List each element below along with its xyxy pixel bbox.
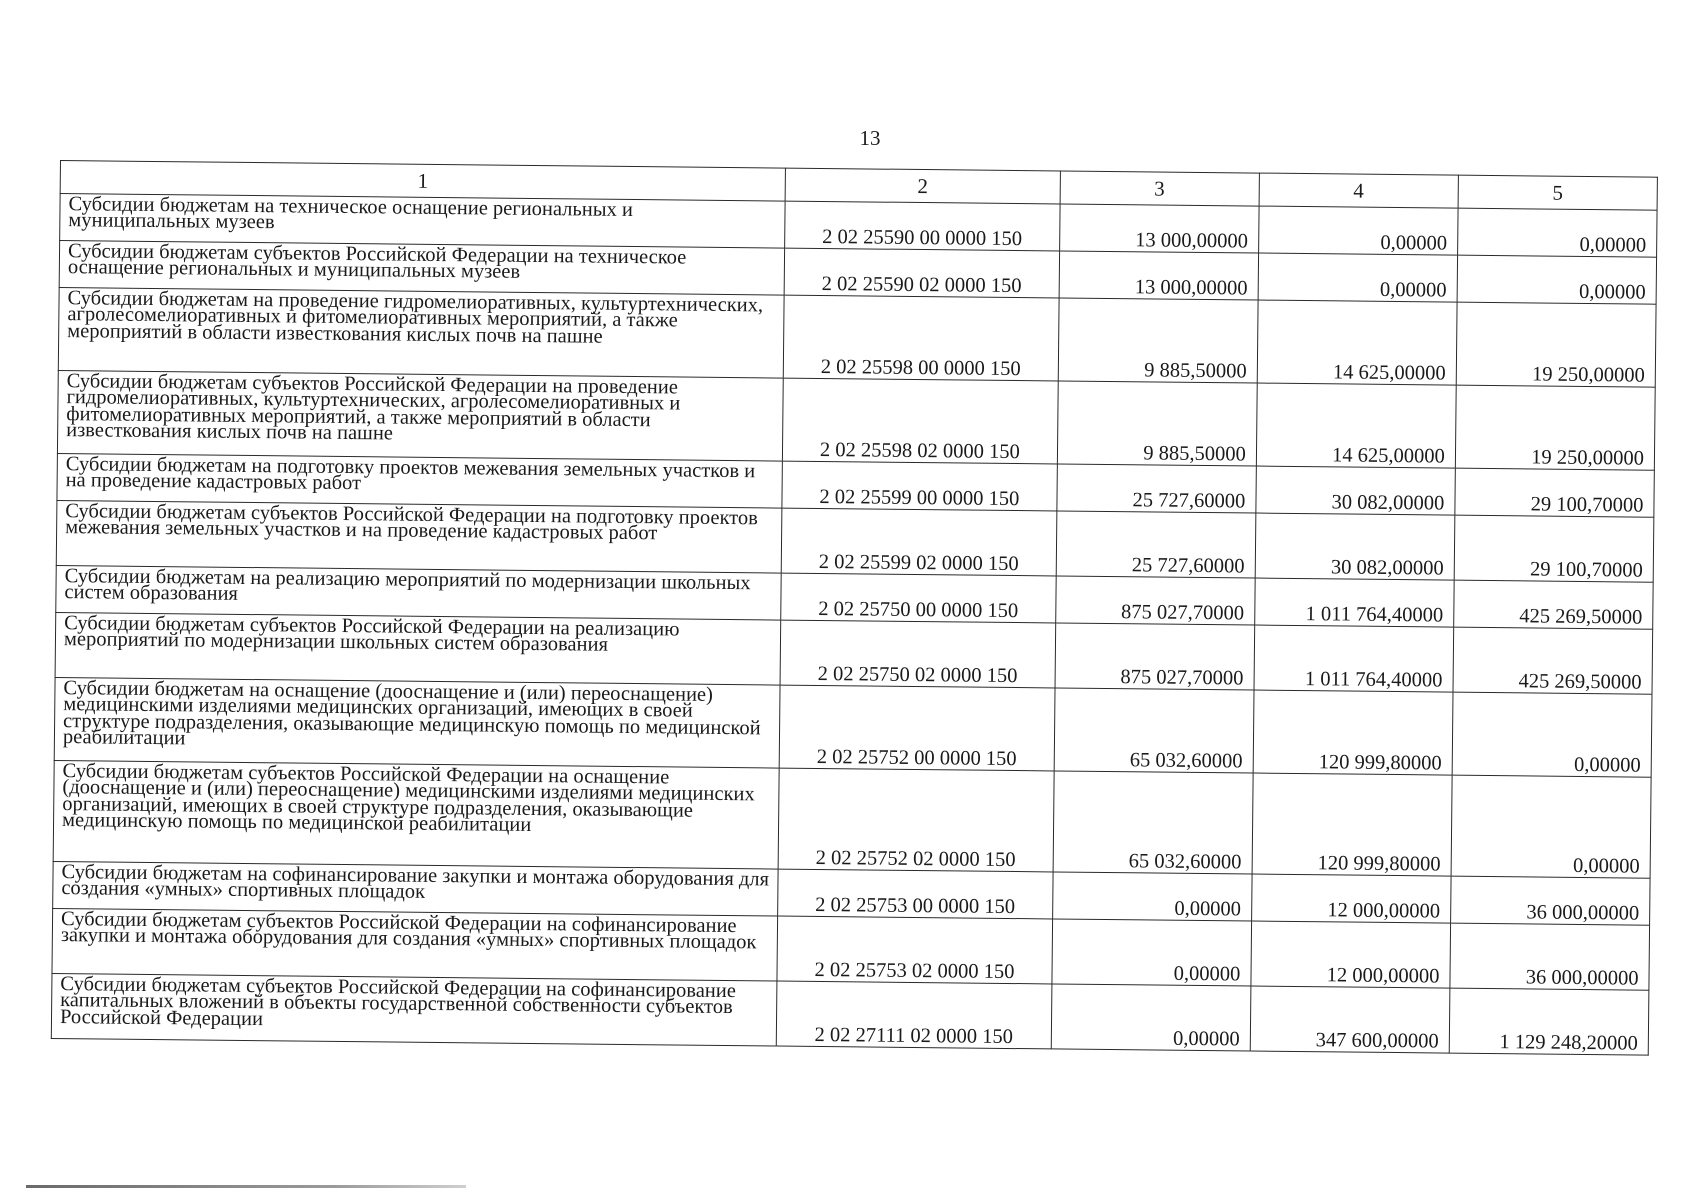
row-value-5: 1 129 248,20000 <box>1449 988 1649 1055</box>
row-value-3: 9 885,50000 <box>1058 298 1258 383</box>
row-name: Субсидии бюджетам субъектов Российской Федерации на подготовку проектов межевания земельных участков и на проведение кадастровых работ <box>56 500 782 573</box>
row-value-3: 0,00000 <box>1051 984 1251 1051</box>
row-value-3: 13 000,00000 <box>1059 204 1259 253</box>
row-name: Субсидии бюджетам субъектов Российской Федерации на софинансирование закупки и монтажа оборудования для создания «умных» спортивных площадок <box>52 908 778 981</box>
row-value-5: 0,00000 <box>1457 208 1657 257</box>
row-value-3: 0,00000 <box>1052 872 1252 921</box>
row-value-4: 14 625,00000 <box>1256 383 1456 468</box>
row-value-4: 14 625,00000 <box>1257 300 1457 385</box>
row-value-3: 25 727,60000 <box>1057 464 1257 513</box>
row-value-4: 120 999,80000 <box>1253 690 1453 775</box>
row-value-3: 25 727,60000 <box>1056 511 1256 578</box>
row-value-5: 29 100,70000 <box>1454 515 1654 582</box>
row-value-4: 0,00000 <box>1258 253 1458 302</box>
row-code: 2 02 25750 02 0000 150 <box>780 620 1055 688</box>
budget-table <box>51 160 1658 1056</box>
row-name: Субсидии бюджетам на техническое оснащение региональных и муниципальных музеев <box>60 194 786 249</box>
row-name: Субсидии бюджетам на софинансирование закупки и монтажа оборудования для создания «умных» спортивных площадок <box>53 861 779 916</box>
row-value-4: 0,00000 <box>1258 206 1458 255</box>
row-value-5: 425 269,50000 <box>1454 580 1654 629</box>
row-value-3: 875 027,70000 <box>1055 623 1255 690</box>
row-value-5: 0,00000 <box>1451 775 1651 878</box>
column-header: 4 <box>1259 173 1458 208</box>
row-code: 2 02 25590 02 0000 150 <box>784 248 1059 298</box>
row-code: 2 02 25753 00 0000 150 <box>778 869 1053 919</box>
column-header: 5 <box>1458 175 1657 210</box>
row-value-4: 30 082,00000 <box>1256 466 1456 515</box>
footer-divider-line <box>26 1185 466 1188</box>
row-code: 2 02 25599 00 0000 150 <box>782 461 1057 511</box>
row-value-3: 9 885,50000 <box>1057 381 1257 466</box>
row-value-4: 12 000,00000 <box>1251 874 1451 923</box>
row-value-3: 65 032,60000 <box>1054 688 1254 773</box>
row-code: 2 02 25590 00 0000 150 <box>785 201 1060 251</box>
row-value-5: 0,00000 <box>1457 255 1657 304</box>
row-value-3: 0,00000 <box>1052 919 1252 986</box>
row-value-5: 36 000,00000 <box>1450 876 1650 925</box>
row-name: Субсидии бюджетам на оснащение (дооснащение и (или) переоснащение) медицинскими изделиями медицинских организаций, имеющих в своей структуре подразделения, оказывающие медицинскую помощь по медицинской реабилитации <box>54 677 780 768</box>
row-code: 2 02 25750 00 0000 150 <box>781 573 1056 623</box>
row-name: Субсидии бюджетам на реализацию мероприятий по модернизации школьных систем образования <box>56 565 782 620</box>
row-value-4: 1 011 764,40000 <box>1254 625 1454 692</box>
row-name: Субсидии бюджетам на подготовку проектов межевания земельных участков и на проведение кадастровых работ <box>57 453 783 508</box>
row-code: 2 02 25752 02 0000 150 <box>778 768 1054 872</box>
row-value-4: 120 999,80000 <box>1252 773 1452 876</box>
row-value-5: 0,00000 <box>1452 692 1652 777</box>
row-value-3: 875 027,70000 <box>1055 576 1255 625</box>
row-code: 2 02 25598 02 0000 150 <box>783 378 1058 464</box>
column-header: 1 <box>60 161 785 202</box>
row-name: Субсидии бюджетам субъектов Российской Федерации на техническое оснащение региональных и муниципальных музеев <box>59 241 785 296</box>
row-value-4: 30 082,00000 <box>1255 513 1455 580</box>
row-value-3: 13 000,00000 <box>1059 251 1259 300</box>
column-header: 3 <box>1060 171 1259 206</box>
page-number: 13 <box>859 126 881 150</box>
row-code: 2 02 25598 00 0000 150 <box>783 295 1058 381</box>
row-name: Субсидии бюджетам субъектов Российской Федерации на проведение гидромелиоративных, культуртехнических, агролесомелиоративных и фитомелиоративных мероприятий, а также мероприятий в области известкования кислых почв на пашне <box>57 370 783 461</box>
column-header: 2 <box>785 168 1060 204</box>
row-value-4: 347 600,00000 <box>1250 986 1450 1053</box>
row-value-5: 29 100,70000 <box>1455 468 1655 517</box>
row-code: 2 02 27111 02 0000 150 <box>776 981 1051 1049</box>
row-value-5: 36 000,00000 <box>1450 923 1650 990</box>
row-value-4: 12 000,00000 <box>1251 921 1451 988</box>
row-value-5: 19 250,00000 <box>1456 302 1656 387</box>
row-code: 2 02 25753 02 0000 150 <box>777 916 1052 984</box>
row-value-3: 65 032,60000 <box>1053 771 1253 874</box>
row-name: Субсидии бюджетам субъектов Российской Федерации на софинансирование капитальных вложений в объекты государственной собственности субъектов Российской Федерации <box>51 973 777 1046</box>
row-value-4: 1 011 764,40000 <box>1254 578 1454 627</box>
row-value-5: 425 269,50000 <box>1453 627 1653 694</box>
row-code: 2 02 25752 00 0000 150 <box>779 685 1054 771</box>
table-row <box>53 760 1651 878</box>
row-name: Субсидии бюджетам субъектов Российской Федерации на реализацию мероприятий по модернизации школьных систем образования <box>55 612 781 685</box>
row-name: Субсидии бюджетам на проведение гидромелиоративных, культуртехнических, агролесомелиоративных и фитомелиоративных мероприятий, а также мероприятий в области известкования кислых почв на пашне <box>58 287 784 378</box>
row-code: 2 02 25599 02 0000 150 <box>781 508 1056 576</box>
row-name: Субсидии бюджетам субъектов Российской Федерации на оснащение (дооснащение и (или) переоснащение) медицинскими изделиями медицинских организаций, имеющих в своей структуре подразделения, оказывающие медицинскую помощь по медицинской реабилитации <box>53 760 779 869</box>
row-value-5: 19 250,00000 <box>1455 385 1655 470</box>
